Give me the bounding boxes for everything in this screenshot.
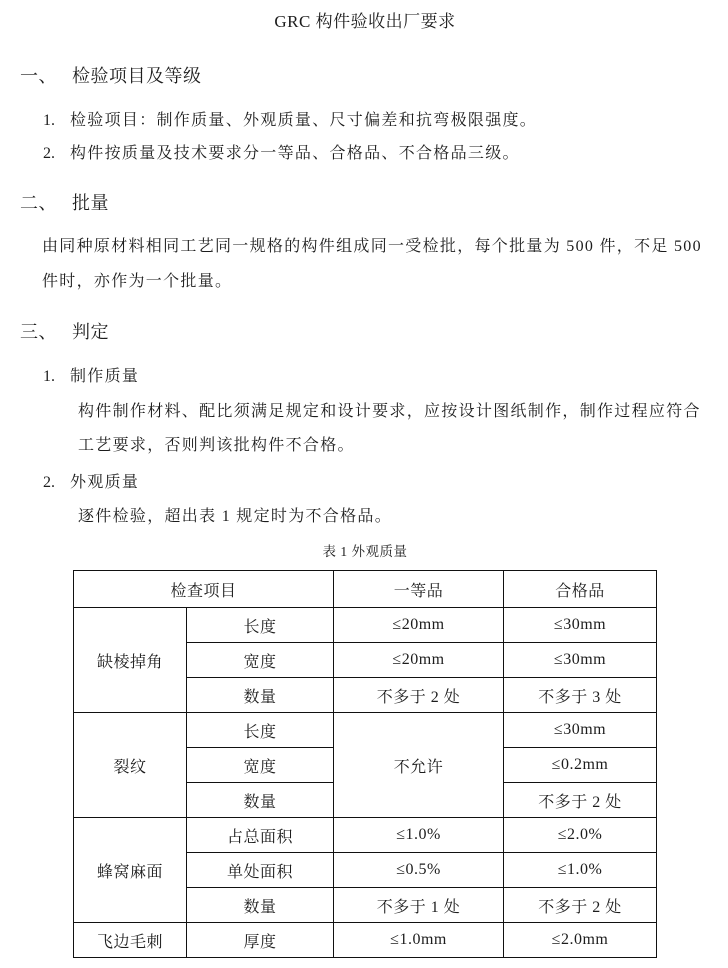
list-item — [20, 137, 710, 170]
list-item-paragraph — [78, 395, 710, 463]
th-qualified: 合格品 — [504, 571, 657, 608]
cell-group-name: 缺棱掉角 — [74, 608, 187, 713]
section-title: 批量 — [72, 193, 109, 213]
cell-first-grade-value: ≤1.0mm — [334, 923, 504, 958]
section-title: 检验项目及等级 — [72, 66, 202, 86]
cell-sub-item: 宽度 — [187, 748, 334, 783]
section-heading-1 — [20, 64, 710, 88]
cell-group-name: 蜂窝麻面 — [74, 818, 187, 923]
cell-qualified-value: ≤30mm — [504, 608, 657, 643]
list-item-text: 外观质量 — [70, 474, 140, 491]
section-number: 二、 — [20, 193, 57, 213]
th-inspection-item: 检查项目 — [74, 571, 334, 608]
cell-first-grade-merged: 不允许 — [334, 713, 504, 818]
cell-sub-item: 长度 — [187, 713, 334, 748]
table-caption: 表 1 外观质量 — [322, 544, 408, 559]
doc-title: GRC 构件验收出厂要求 — [274, 12, 456, 31]
cell-first-grade-value: 不多于 2 处 — [334, 678, 504, 713]
paragraph-line: 工艺要求，否则判该批构件不合格。 — [78, 437, 355, 454]
table-row — [74, 923, 657, 958]
cell-sub-item: 厚度 — [187, 923, 334, 958]
cell-qualified-value: 不多于 2 处 — [504, 783, 657, 818]
list-item-number: 1. — [43, 368, 55, 385]
table-row — [74, 818, 657, 853]
cell-qualified-value: ≤2.0% — [504, 818, 657, 853]
list-item — [20, 466, 710, 499]
list-item-number: 2. — [43, 145, 55, 162]
paragraph-line: 构件制作材料、配比须满足规定和设计要求，应按设计图纸制作，制作过程应符合 — [78, 403, 701, 420]
list-item-text: 制作质量 — [70, 368, 140, 385]
appearance-quality-table — [73, 570, 657, 958]
cell-qualified-value: 不多于 3 处 — [504, 678, 657, 713]
cell-first-grade-value: ≤20mm — [334, 643, 504, 678]
cell-sub-item: 长度 — [187, 608, 334, 643]
section-number: 一、 — [20, 66, 57, 86]
cell-first-grade-value: ≤0.5% — [334, 853, 504, 888]
list-item-number: 2. — [43, 474, 55, 491]
cell-first-grade-value: ≤1.0% — [334, 818, 504, 853]
cell-qualified-value: ≤0.2mm — [504, 748, 657, 783]
list-item — [20, 104, 710, 137]
cell-sub-item: 宽度 — [187, 643, 334, 678]
cell-sub-item: 单处面积 — [187, 853, 334, 888]
cell-group-name: 飞边毛刺 — [74, 923, 187, 958]
paragraph-line: 由同种原材料相同工艺同一规格的构件组成同一受检批，每个批量为 500 件，不足 500 — [42, 238, 702, 255]
list-item-paragraph — [78, 500, 710, 534]
th-first-grade: 一等品 — [334, 571, 504, 608]
cell-first-grade-value: 不多于 1 处 — [334, 888, 504, 923]
cell-sub-item: 数量 — [187, 678, 334, 713]
paragraph-line: 件时，亦作为一个批量。 — [42, 273, 233, 290]
section-number: 三、 — [20, 322, 57, 342]
section-paragraph — [42, 229, 710, 299]
cell-qualified-value: ≤1.0% — [504, 853, 657, 888]
cell-sub-item: 数量 — [187, 888, 334, 923]
list-item-text: 检验项目：制作质量、外观质量、尺寸偏差和抗弯极限强度。 — [70, 112, 538, 129]
cell-group-name: 裂纹 — [74, 713, 187, 818]
cell-sub-item: 数量 — [187, 783, 334, 818]
list-item — [20, 360, 710, 393]
list-item-number: 1. — [43, 112, 55, 129]
cell-sub-item: 占总面积 — [187, 818, 334, 853]
section-title: 判定 — [72, 322, 109, 342]
cell-qualified-value: ≤30mm — [504, 643, 657, 678]
cell-qualified-value: 不多于 2 处 — [504, 888, 657, 923]
section-heading-3 — [20, 320, 710, 344]
list-item-text: 构件按质量及技术要求分一等品、合格品、不合格品三级。 — [70, 145, 520, 162]
cell-qualified-value: ≤2.0mm — [504, 923, 657, 958]
cell-qualified-value: ≤30mm — [504, 713, 657, 748]
table-row — [74, 713, 657, 748]
table-row — [74, 608, 657, 643]
paragraph-line: 逐件检验，超出表 1 规定时为不合格品。 — [78, 508, 393, 525]
cell-first-grade-value: ≤20mm — [334, 608, 504, 643]
table-header-row — [74, 571, 657, 608]
section-heading-2 — [20, 191, 710, 215]
